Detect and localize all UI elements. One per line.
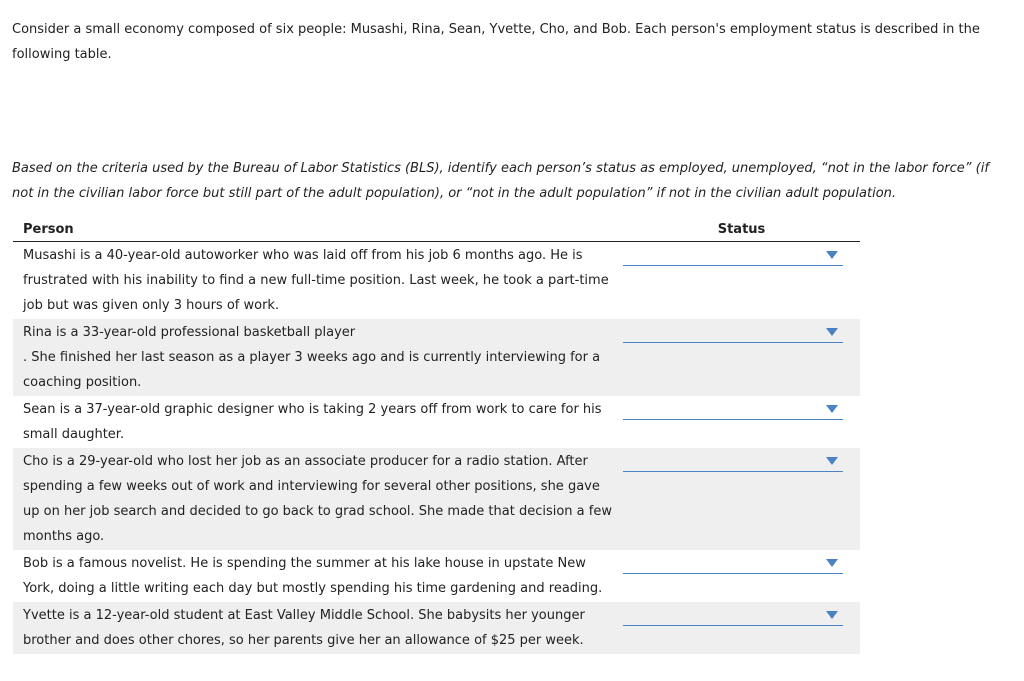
status-cell: [623, 602, 860, 654]
table-row: [13, 448, 860, 550]
status-dropdown-sean[interactable]: [623, 397, 843, 420]
description-line: coaching position.: [23, 375, 142, 390]
status-column-header: Status: [623, 217, 860, 242]
triangle-down-icon: [826, 611, 838, 619]
description-line: Yvette is a 12-year-old student at East Valley Middle School. She babysits her younger: [23, 608, 585, 623]
employment-status-table: [13, 217, 860, 654]
person-description-rina: [13, 319, 623, 396]
status-dropdown-bob[interactable]: [623, 551, 843, 574]
status-dropdown-yvette[interactable]: [623, 603, 843, 626]
person-description-yvette: [13, 602, 623, 654]
status-cell: [623, 319, 860, 396]
description-line: months ago.: [23, 529, 105, 544]
person-column-header: Person: [13, 217, 623, 242]
person-description-cho: [13, 448, 623, 550]
triangle-down-icon: [826, 251, 838, 259]
triangle-down-icon: [826, 457, 838, 465]
table-row: [13, 396, 860, 448]
status-cell: [623, 448, 860, 550]
triangle-down-icon: [826, 328, 838, 336]
description-line: brother and does other chores, so her parents give her an allowance of $25 per week.: [23, 633, 584, 648]
description-line: up on her job search and decided to go back to grad school. She made that decision a few: [23, 504, 612, 519]
triangle-down-icon: [826, 559, 838, 567]
triangle-down-icon: [826, 405, 838, 413]
description-line: Musashi is a 40-year-old autoworker who was laid off from his job 6 months ago. He is: [23, 248, 583, 263]
table-row: [13, 602, 860, 654]
status-cell: [623, 242, 860, 320]
status-cell: [623, 550, 860, 602]
description-line: job but was given only 3 hours of work.: [23, 298, 280, 313]
description-line: Bob is a famous novelist. He is spending the summer at his lake house in upstate New: [23, 556, 586, 571]
description-line: spending a few weeks out of work and interviewing for several other positions, she gave: [23, 479, 600, 494]
description-line: Cho is a 29-year-old who lost her job as an associate producer for a radio station. After: [23, 454, 588, 469]
person-description-musashi: [13, 242, 623, 320]
description-line: frustrated with his inability to find a new full-time position. Last week, he took a part-time: [23, 273, 609, 288]
description-line: Rina is a 33-year-old professional basketball player: [23, 325, 356, 340]
instructions-text: Based on the criteria used by the Bureau of Labor Statistics (BLS), identify each person’s status as employed, unemployed, “not in the labor force” (if not in the civilian labor force but still part of the adult population), or “not in the adult population” if not in the civilian adult population.: [12, 161, 989, 201]
status-dropdown-rina[interactable]: [623, 320, 843, 343]
status-cell: [623, 396, 860, 448]
status-dropdown-musashi[interactable]: [623, 243, 843, 266]
table-header-row: [13, 217, 860, 242]
person-description-sean: [13, 396, 623, 448]
table-row: [13, 550, 860, 602]
table-row: [13, 242, 860, 320]
person-description-bob: [13, 550, 623, 602]
description-line: small daughter.: [23, 427, 125, 442]
description-line: . She finished her last season as a player 3 weeks ago and is currently interviewing for a: [23, 350, 601, 365]
description-line: Sean is a 37-year-old graphic designer who is taking 2 years off from work to care for his: [23, 402, 602, 417]
table-row: [13, 319, 860, 396]
status-dropdown-cho[interactable]: [623, 449, 843, 472]
description-line: York, doing a little writing each day but mostly spending his time gardening and reading.: [23, 581, 603, 596]
intro-text: Consider a small economy composed of six people: Musashi, Rina, Sean, Yvette, Cho, and Bob. Each person's employment status is described in the following table.: [12, 22, 980, 62]
